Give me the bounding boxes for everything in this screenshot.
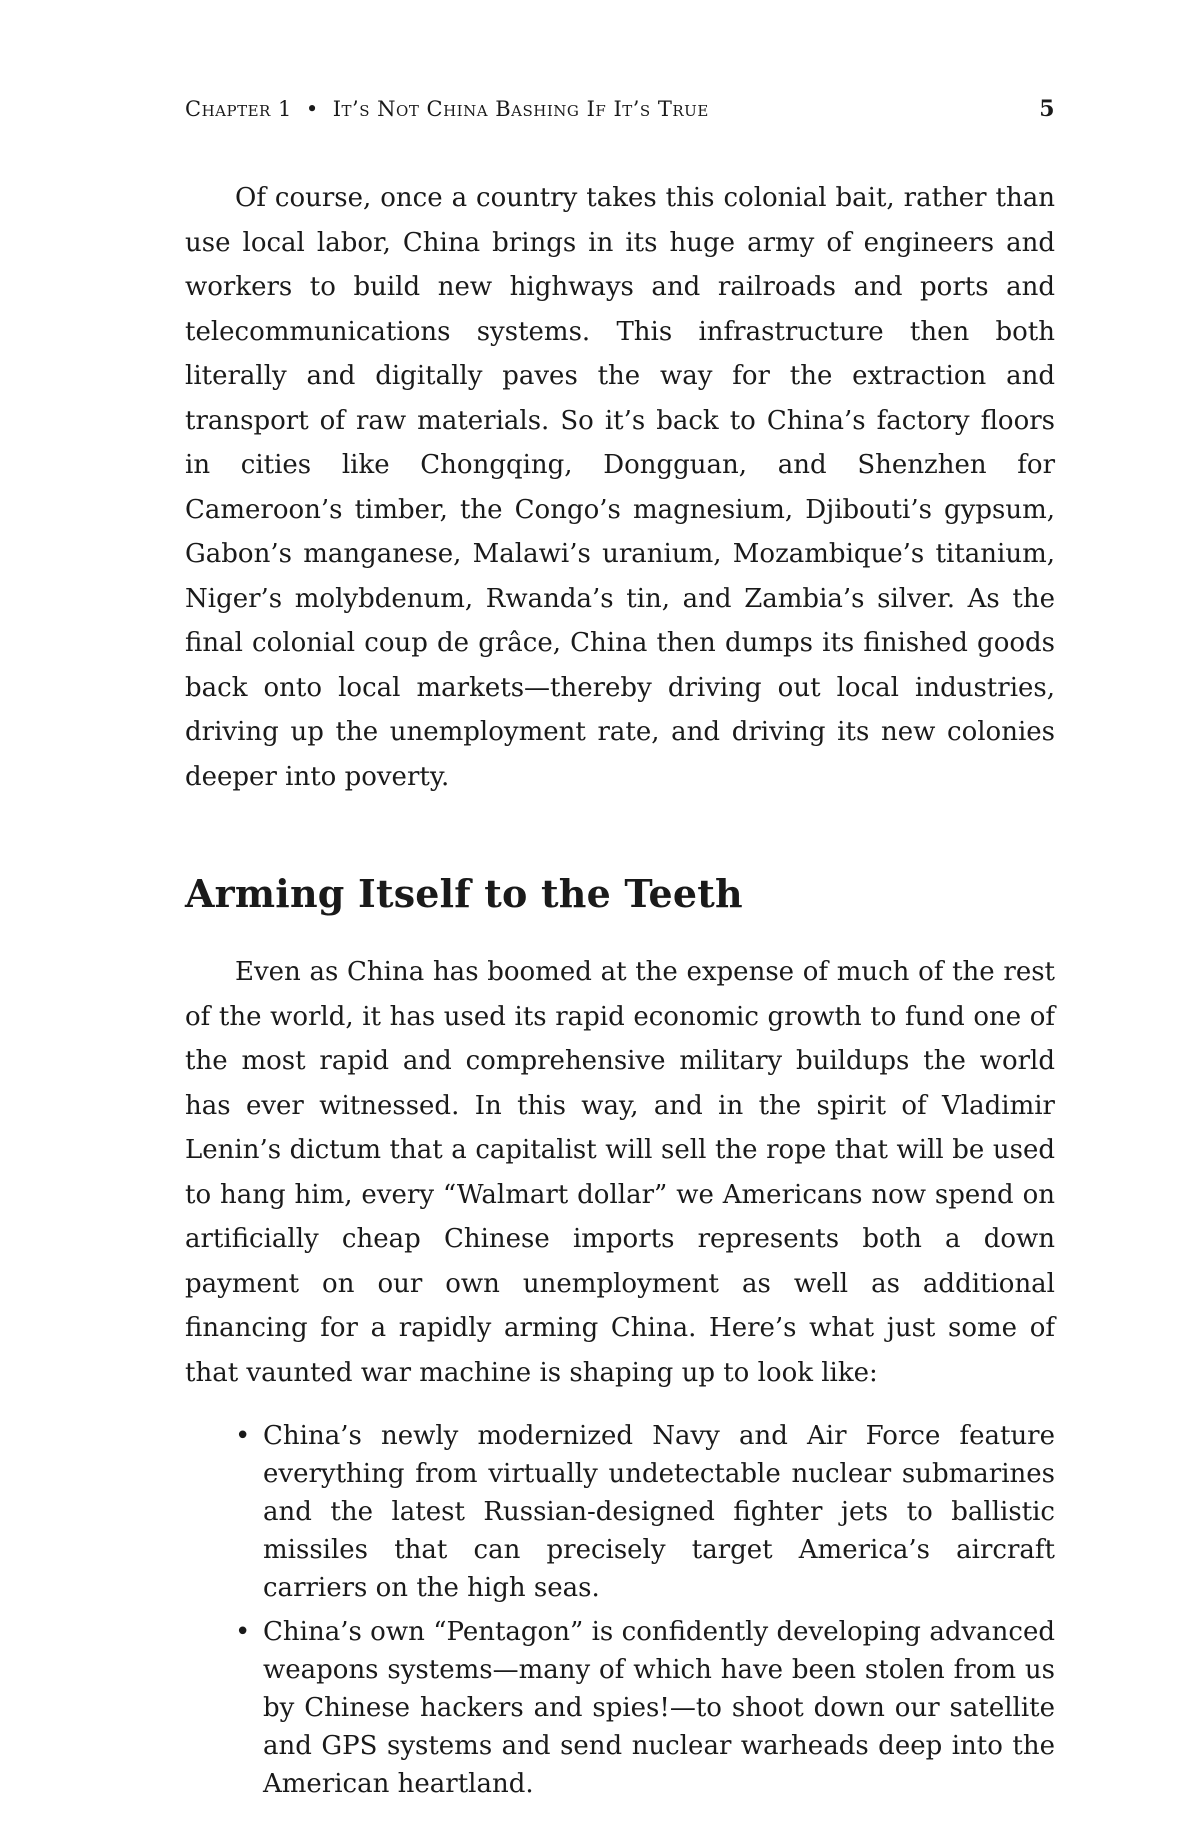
- bullet-text: China’s newly modernized Navy and Air Force feature everything from virtually undetectable nuclear submarines and the latest Russian-designed fighter jets to ballistic missiles that can precisely target America’s aircraft carriers on the high seas.: [263, 1421, 1055, 1603]
- section-heading: Arming Itself to the Teeth: [185, 871, 743, 916]
- bullet-text: China’s own “Pentagon” is confidently developing advanced weapons systems—many of which have been stolen from us by Chinese hackers and spies!—to shoot down our satellite and GPS systems and send nuclear warheads deep into the American heartland.: [263, 1617, 1055, 1799]
- running-head-separator: •: [305, 97, 319, 121]
- book-page: [185, 96, 1055, 1809]
- bullet-marker: •: [235, 1617, 251, 1647]
- running-head-left: [185, 97, 709, 121]
- chapter-label: Chapter 1: [185, 97, 292, 121]
- bullet-item: [235, 1613, 1055, 1803]
- page-number: 5: [1039, 96, 1055, 122]
- body-paragraph-1: Of course, once a country takes this colonial bait, rather than use local labor, China brings in its huge army of engineers and workers to build new highways and railroads and ports and telecommunications systems. This infrastructure then both literally and digitally paves the way for the extraction and transport of raw materials. So it’s back to China’s factory floors in cities like Chongqing, Dongguan, and Shenzhen for Cameroon’s timber, the Congo’s magnesium, Djibouti’s gypsum, Gabon’s manganese, Malawi’s uranium, Mozambique’s titanium, Niger’s molybdenum, Rwanda’s tin, and Zambia’s silver. As the final colonial coup de grâce, China then dumps its finished goods back onto local markets—thereby driving out local industries, driving up the unemployment rate, and driving its new colonies deeper into poverty.: [185, 183, 1055, 792]
- bullet-list: [185, 1417, 1055, 1803]
- running-head: [185, 96, 1055, 122]
- bullet-item: [235, 1417, 1055, 1607]
- body-paragraph-2: Even as China has boomed at the expense of much of the rest of the world, it has used its rapid economic growth to fund one of the most rapid and comprehensive military buildups the world has ever witnessed. In this way, and in the spirit of Vladimir Lenin’s dictum that a capitalist will sell the rope that will be used to hang him, every “Walmart dollar” we Americans now spend on artificially cheap Chinese imports represents both a down payment on our own unemployment as well as additional financing for a rapidly arming China. Here’s what just some of that vaunted war machine is shaping up to look like:: [185, 957, 1055, 1388]
- chapter-title: It’s Not China Bashing If It’s True: [332, 97, 709, 121]
- bullet-marker: •: [235, 1421, 251, 1451]
